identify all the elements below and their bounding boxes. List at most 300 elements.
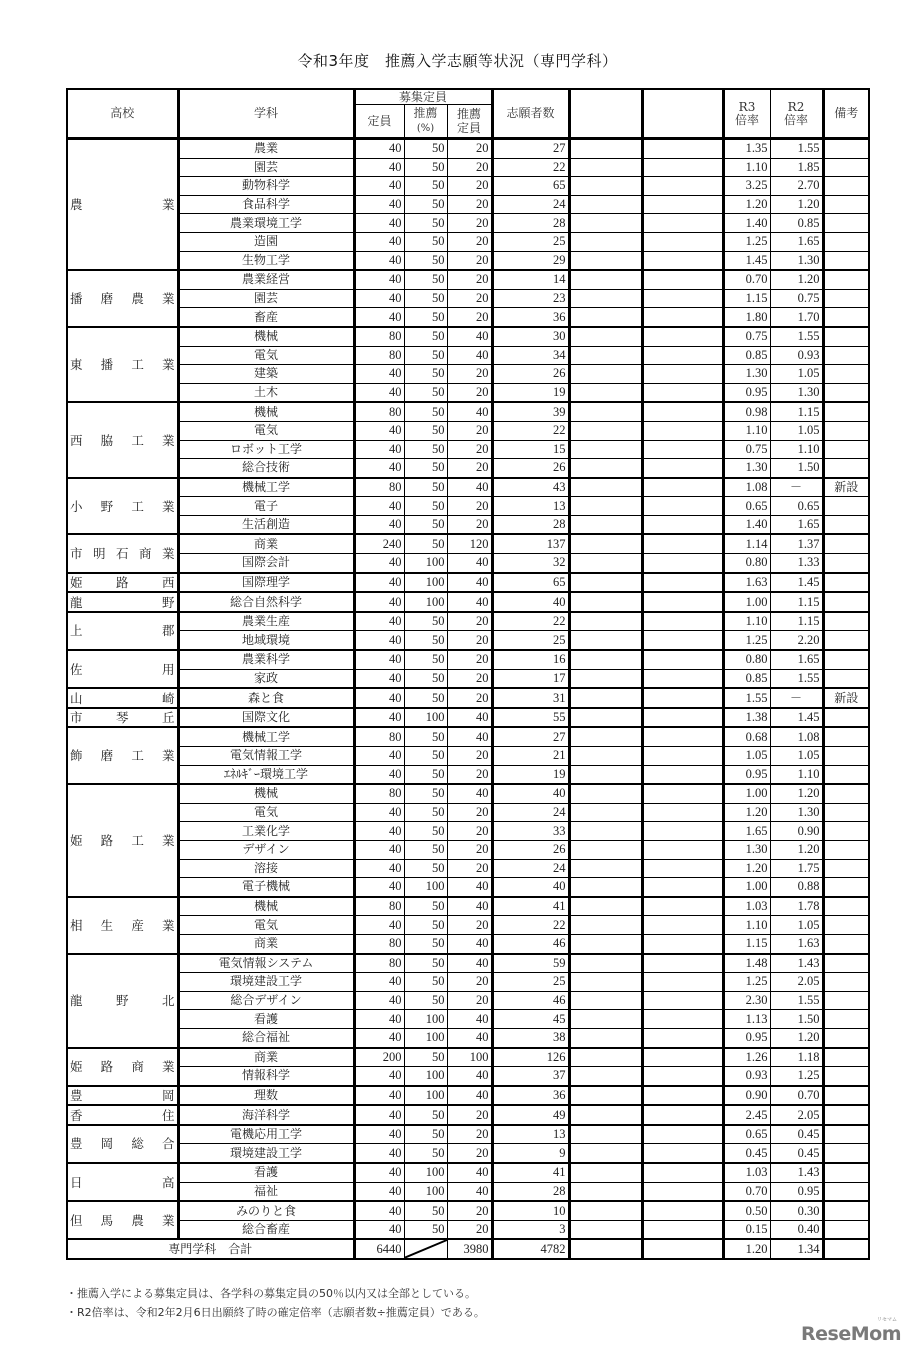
blank-cell-1: [569, 840, 642, 859]
header-r3-line1: R3: [738, 99, 756, 114]
applicants-cell: 13: [492, 1125, 569, 1144]
blank-cell-1: [569, 897, 642, 916]
department-cell: 農業: [178, 139, 354, 159]
applicants-cell: 41: [492, 897, 569, 916]
capacity-cell: 40: [354, 289, 404, 308]
applicants-cell: 28: [492, 1182, 569, 1201]
r2-ratio-cell: 0.45: [770, 1144, 823, 1163]
blank-cell-2: [642, 139, 723, 159]
rec-capacity-cell: 20: [447, 765, 492, 784]
applicants-cell: 27: [492, 139, 569, 159]
rec-capacity-cell: 40: [447, 592, 492, 612]
r3-ratio-cell: 1.20: [723, 803, 770, 822]
blank-cell-1: [569, 592, 642, 612]
remarks-cell: [823, 708, 869, 728]
rec-capacity-cell: 20: [447, 195, 492, 214]
rec-capacity-cell: 20: [447, 631, 492, 650]
r2-ratio-cell: 1.75: [770, 859, 823, 878]
rec-capacity-cell: 40: [447, 784, 492, 803]
remarks-cell: [823, 1048, 869, 1067]
capacity-cell: 80: [354, 346, 404, 365]
r3-ratio-cell: 0.98: [723, 402, 770, 421]
department-cell: 機械: [178, 784, 354, 803]
remarks-cell: [823, 650, 869, 669]
table-row: [67, 747, 869, 766]
blank-cell-1: [569, 402, 642, 421]
table-row: [67, 139, 869, 159]
blank-cell-1: [569, 1220, 642, 1239]
applicants-cell: 22: [492, 158, 569, 177]
table-row: [67, 1144, 869, 1163]
rec-capacity-cell: 20: [447, 840, 492, 859]
table-body: [67, 139, 869, 1260]
blank-cell-2: [642, 177, 723, 196]
blank-cell-2: [642, 459, 723, 478]
remarks-cell: [823, 515, 869, 534]
blank-cell-2: [642, 158, 723, 177]
school-name: 佐用: [70, 661, 175, 677]
table-row: [67, 1010, 869, 1029]
blank-cell-2: [642, 478, 723, 497]
applicants-cell: 25: [492, 973, 569, 992]
school-name: 豊岡総合: [70, 1136, 175, 1152]
total-remarks: [823, 1239, 869, 1259]
blank-cell-2: [642, 897, 723, 916]
rec-capacity-cell: 20: [447, 383, 492, 402]
header-rec-pct-line1: 推薦: [413, 106, 438, 120]
total-r2-ratio: 1.34: [770, 1239, 823, 1259]
applicants-cell: 49: [492, 1105, 569, 1125]
r2-ratio-cell: 1.50: [770, 1010, 823, 1029]
total-r3-ratio: 1.20: [723, 1239, 770, 1259]
rec-capacity-cell: 40: [447, 478, 492, 497]
applicants-cell: 21: [492, 747, 569, 766]
rec-capacity-cell: 40: [447, 1028, 492, 1047]
r3-ratio-cell: 1.30: [723, 365, 770, 384]
remarks-cell: [823, 1086, 869, 1106]
blank-cell-2: [642, 1182, 723, 1201]
rec-pct-cell: 100: [404, 1182, 447, 1201]
rec-capacity-cell: 120: [447, 534, 492, 553]
department-cell: 情報科学: [178, 1067, 354, 1086]
r2-ratio-cell: 0.75: [770, 289, 823, 308]
rec-pct-cell: 50: [404, 177, 447, 196]
department-cell: 生活創造: [178, 515, 354, 534]
capacity-cell: 40: [354, 440, 404, 459]
table-row: [67, 289, 869, 308]
blank-cell-2: [642, 822, 723, 841]
remarks-cell: [823, 251, 869, 270]
r3-ratio-cell: 1.40: [723, 214, 770, 233]
rec-capacity-cell: 20: [447, 747, 492, 766]
department-cell: 環境建設工学: [178, 1144, 354, 1163]
blank-cell-2: [642, 1010, 723, 1029]
blank-cell-2: [642, 195, 723, 214]
remarks-cell: [823, 327, 869, 346]
blank-cell-1: [569, 878, 642, 897]
blank-cell-1: [569, 954, 642, 973]
applicants-cell: 23: [492, 289, 569, 308]
table-row: [67, 270, 869, 289]
capacity-cell: 40: [354, 421, 404, 440]
applicants-cell: 43: [492, 478, 569, 497]
remarks-cell: [823, 669, 869, 688]
capacity-cell: 40: [354, 669, 404, 688]
department-cell: 商業: [178, 934, 354, 953]
remarks-cell: [823, 916, 869, 935]
r2-ratio-cell: 0.85: [770, 214, 823, 233]
total-blank-2: [642, 1239, 723, 1259]
department-cell: 建築: [178, 365, 354, 384]
school-name-cell: [67, 592, 178, 612]
r2-ratio-cell: 1.08: [770, 727, 823, 746]
total-applicants: 4782: [492, 1239, 569, 1259]
rec-pct-cell: 50: [404, 1105, 447, 1125]
remarks-cell: [823, 402, 869, 421]
capacity-cell: 40: [354, 270, 404, 289]
school-name: 日高: [70, 1174, 175, 1190]
r3-ratio-cell: 1.10: [723, 916, 770, 935]
applicants-cell: 17: [492, 669, 569, 688]
remarks-cell: [823, 859, 869, 878]
blank-cell-1: [569, 1105, 642, 1125]
department-cell: 機械: [178, 402, 354, 421]
footnote-2: ・R2倍率は、令和2年2月6日出願終了時の確定倍率（志願者数÷推薦定員）である。: [66, 1306, 485, 1319]
blank-cell-1: [569, 554, 642, 573]
rec-pct-cell: 100: [404, 573, 447, 593]
blank-cell-2: [642, 934, 723, 953]
department-cell: 造園: [178, 232, 354, 251]
capacity-cell: 80: [354, 934, 404, 953]
r2-ratio-cell: 2.05: [770, 1105, 823, 1125]
department-cell: 総合畜産: [178, 1220, 354, 1239]
rec-capacity-cell: 20: [447, 1125, 492, 1144]
rec-pct-cell: 50: [404, 139, 447, 159]
rec-pct-cell: 50: [404, 421, 447, 440]
department-cell: 地域環境: [178, 631, 354, 650]
remarks-cell: [823, 554, 869, 573]
header-department: 学科: [178, 89, 354, 139]
applicants-cell: 55: [492, 708, 569, 728]
rec-capacity-cell: 40: [447, 954, 492, 973]
header-r2-line2: 倍率: [783, 112, 808, 127]
capacity-cell: 40: [354, 214, 404, 233]
r2-ratio-cell: 0.45: [770, 1125, 823, 1144]
r3-ratio-cell: 1.65: [723, 822, 770, 841]
table-row: [67, 1105, 869, 1125]
blank-cell-2: [642, 1125, 723, 1144]
applicants-cell: 40: [492, 592, 569, 612]
table-row: [67, 251, 869, 270]
remarks-cell: [823, 631, 869, 650]
rec-capacity-cell: 40: [447, 1010, 492, 1029]
capacity-cell: 80: [354, 784, 404, 803]
total-blank-1: [569, 1239, 642, 1259]
school-name-cell: [67, 402, 178, 477]
rec-capacity-cell: 20: [447, 650, 492, 669]
capacity-cell: 40: [354, 1028, 404, 1047]
applicants-cell: 40: [492, 784, 569, 803]
applicants-cell: 29: [492, 251, 569, 270]
rec-capacity-cell: 40: [447, 402, 492, 421]
department-cell: 総合デザイン: [178, 991, 354, 1010]
remarks-cell: [823, 289, 869, 308]
blank-cell-1: [569, 177, 642, 196]
rec-pct-cell: 50: [404, 478, 447, 497]
department-cell: 機械工学: [178, 478, 354, 497]
applicants-cell: 26: [492, 365, 569, 384]
table-row: [67, 934, 869, 953]
blank-cell-2: [642, 727, 723, 746]
table-row: [67, 708, 869, 728]
blank-cell-1: [569, 308, 642, 327]
blank-cell-2: [642, 592, 723, 612]
blank-cell-1: [569, 612, 642, 631]
blank-cell-2: [642, 859, 723, 878]
r3-ratio-cell: 0.80: [723, 650, 770, 669]
table-row: [67, 497, 869, 516]
table-row: [67, 383, 869, 402]
blank-cell-1: [569, 573, 642, 593]
r3-ratio-cell: 1.03: [723, 897, 770, 916]
rec-capacity-cell: 40: [447, 1067, 492, 1086]
rec-pct-cell: 50: [404, 308, 447, 327]
applicants-cell: 126: [492, 1048, 569, 1067]
r3-ratio-cell: 0.90: [723, 1086, 770, 1106]
r3-ratio-cell: 1.25: [723, 232, 770, 251]
blank-cell-1: [569, 631, 642, 650]
blank-cell-1: [569, 534, 642, 553]
applicants-cell: 16: [492, 650, 569, 669]
r3-ratio-cell: 1.05: [723, 747, 770, 766]
remarks-cell: [823, 1028, 869, 1047]
remarks-cell: [823, 440, 869, 459]
table-row: [67, 859, 869, 878]
department-cell: 国際文化: [178, 708, 354, 728]
remarks-cell: [823, 365, 869, 384]
blank-cell-1: [569, 1182, 642, 1201]
blank-cell-1: [569, 1163, 642, 1182]
blank-cell-1: [569, 916, 642, 935]
r3-ratio-cell: 0.65: [723, 497, 770, 516]
applicants-cell: 24: [492, 859, 569, 878]
blank-cell-1: [569, 459, 642, 478]
school-name: 山崎: [70, 690, 175, 706]
rec-pct-cell: 50: [404, 822, 447, 841]
r2-ratio-cell: 1.30: [770, 251, 823, 270]
school-name-cell: [67, 688, 178, 708]
applicants-cell: 32: [492, 554, 569, 573]
rec-pct-cell: 50: [404, 402, 447, 421]
remarks-cell: 新設: [823, 478, 869, 497]
r2-ratio-cell: 1.10: [770, 765, 823, 784]
remarks-cell: [823, 822, 869, 841]
rec-pct-cell: 50: [404, 346, 447, 365]
blank-cell-2: [642, 1067, 723, 1086]
table-row: [67, 327, 869, 346]
rec-capacity-cell: 20: [447, 459, 492, 478]
rec-capacity-cell: 40: [447, 1163, 492, 1182]
blank-cell-1: [569, 383, 642, 402]
applicants-cell: 137: [492, 534, 569, 553]
rec-pct-cell: 50: [404, 1125, 447, 1144]
remarks-cell: [823, 158, 869, 177]
r3-ratio-cell: 1.14: [723, 534, 770, 553]
school-name: 豊岡: [70, 1087, 175, 1103]
table-row: [67, 421, 869, 440]
department-cell: みのりと食: [178, 1201, 354, 1220]
table-row: [67, 1163, 869, 1182]
rec-capacity-cell: 20: [447, 214, 492, 233]
capacity-cell: 40: [354, 1067, 404, 1086]
r2-ratio-cell: 1.20: [770, 1028, 823, 1047]
table-row: [67, 1048, 869, 1067]
r2-ratio-cell: 1.37: [770, 534, 823, 553]
applicants-cell: 24: [492, 195, 569, 214]
blank-cell-1: [569, 973, 642, 992]
blank-cell-1: [569, 214, 642, 233]
school-name: 飾磨工業: [70, 748, 175, 764]
table-row: [67, 346, 869, 365]
table-row: [67, 402, 869, 421]
rec-pct-cell: 50: [404, 612, 447, 631]
blank-cell-2: [642, 991, 723, 1010]
applicants-cell: 14: [492, 270, 569, 289]
remarks-cell: [823, 177, 869, 196]
header-capacity: 定員: [354, 105, 404, 139]
table-row: [67, 803, 869, 822]
blank-cell-1: [569, 346, 642, 365]
r3-ratio-cell: 1.15: [723, 934, 770, 953]
r2-ratio-cell: 1.15: [770, 612, 823, 631]
table-row: [67, 784, 869, 803]
school-name-cell: [67, 727, 178, 784]
blank-cell-1: [569, 478, 642, 497]
capacity-cell: 40: [354, 840, 404, 859]
applicants-cell: 13: [492, 497, 569, 516]
school-name-cell: [67, 954, 178, 1048]
capacity-cell: 80: [354, 327, 404, 346]
school-name: 姫路西: [70, 574, 175, 590]
remarks-cell: [823, 1105, 869, 1125]
r2-ratio-cell: 1.30: [770, 803, 823, 822]
remarks-cell: [823, 534, 869, 553]
capacity-cell: 40: [354, 554, 404, 573]
header-r2-line1: R2: [787, 99, 805, 114]
rec-pct-cell: 100: [404, 1086, 447, 1106]
applicants-cell: 26: [492, 459, 569, 478]
rec-pct-cell: 50: [404, 1220, 447, 1239]
r3-ratio-cell: 0.70: [723, 1182, 770, 1201]
department-cell: 電機応用工学: [178, 1125, 354, 1144]
blank-cell-1: [569, 822, 642, 841]
capacity-cell: 240: [354, 534, 404, 553]
rec-pct-cell: 50: [404, 251, 447, 270]
school-name-cell: [67, 534, 178, 572]
blank-cell-2: [642, 232, 723, 251]
r2-ratio-cell: 1.05: [770, 421, 823, 440]
rec-pct-cell: 50: [404, 859, 447, 878]
table-row: [67, 688, 869, 708]
blank-cell-2: [642, 515, 723, 534]
r3-ratio-cell: 1.10: [723, 158, 770, 177]
r3-ratio-cell: 0.68: [723, 727, 770, 746]
r3-ratio-cell: 1.30: [723, 459, 770, 478]
school-name: 播磨農業: [70, 291, 175, 307]
rec-pct-cell: 50: [404, 459, 447, 478]
department-cell: 機械: [178, 327, 354, 346]
r3-ratio-cell: 1.48: [723, 954, 770, 973]
header-school: 高校: [67, 89, 178, 139]
applicants-cell: 26: [492, 840, 569, 859]
school-name: 龍野: [70, 594, 175, 610]
rec-pct-cell: 50: [404, 534, 447, 553]
header-blank-1: [569, 89, 642, 139]
applicants-cell: 19: [492, 383, 569, 402]
table-row: [67, 573, 869, 593]
applicants-cell: 31: [492, 688, 569, 708]
capacity-cell: 40: [354, 251, 404, 270]
remarks-cell: [823, 840, 869, 859]
r3-ratio-cell: 0.75: [723, 440, 770, 459]
capacity-cell: 40: [354, 708, 404, 728]
blank-cell-2: [642, 214, 723, 233]
rec-pct-cell: 50: [404, 803, 447, 822]
applicants-cell: 65: [492, 573, 569, 593]
blank-cell-2: [642, 878, 723, 897]
applicants-cell: 22: [492, 421, 569, 440]
applicants-cell: 36: [492, 1086, 569, 1106]
r3-ratio-cell: 0.15: [723, 1220, 770, 1239]
r2-ratio-cell: 0.93: [770, 346, 823, 365]
applicants-cell: 40: [492, 878, 569, 897]
rec-pct-cell: 50: [404, 327, 447, 346]
rec-capacity-cell: 20: [447, 1220, 492, 1239]
rec-pct-cell: 50: [404, 195, 447, 214]
school-name-cell: [67, 327, 178, 402]
blank-cell-1: [569, 1086, 642, 1106]
capacity-cell: 40: [354, 631, 404, 650]
table-row: [67, 232, 869, 251]
r3-ratio-cell: 1.03: [723, 1163, 770, 1182]
blank-cell-1: [569, 669, 642, 688]
footnotes: [66, 1284, 485, 1322]
blank-cell-1: [569, 158, 642, 177]
table-row: [67, 534, 869, 553]
school-name: 姫路商業: [70, 1059, 175, 1075]
school-name-cell: [67, 612, 178, 650]
blank-cell-2: [642, 308, 723, 327]
r2-ratio-cell: －: [770, 688, 823, 708]
blank-cell-1: [569, 934, 642, 953]
r2-ratio-cell: 1.05: [770, 916, 823, 935]
table-row: [67, 308, 869, 327]
rec-pct-cell: 100: [404, 1067, 447, 1086]
r2-ratio-cell: 1.78: [770, 897, 823, 916]
department-cell: 生物工学: [178, 251, 354, 270]
department-cell: ｴﾈﾙｷﾞｰ環境工学: [178, 765, 354, 784]
applicants-cell: 34: [492, 346, 569, 365]
header-recruit-group: 募集定員: [354, 89, 492, 105]
department-cell: 工業化学: [178, 822, 354, 841]
department-cell: 農業環境工学: [178, 214, 354, 233]
department-cell: 海洋科学: [178, 1105, 354, 1125]
rec-capacity-cell: 40: [447, 708, 492, 728]
r2-ratio-cell: 1.70: [770, 308, 823, 327]
remarks-cell: [823, 878, 869, 897]
r3-ratio-cell: 1.10: [723, 421, 770, 440]
header-rec-cap-line2: 定員: [456, 121, 481, 135]
